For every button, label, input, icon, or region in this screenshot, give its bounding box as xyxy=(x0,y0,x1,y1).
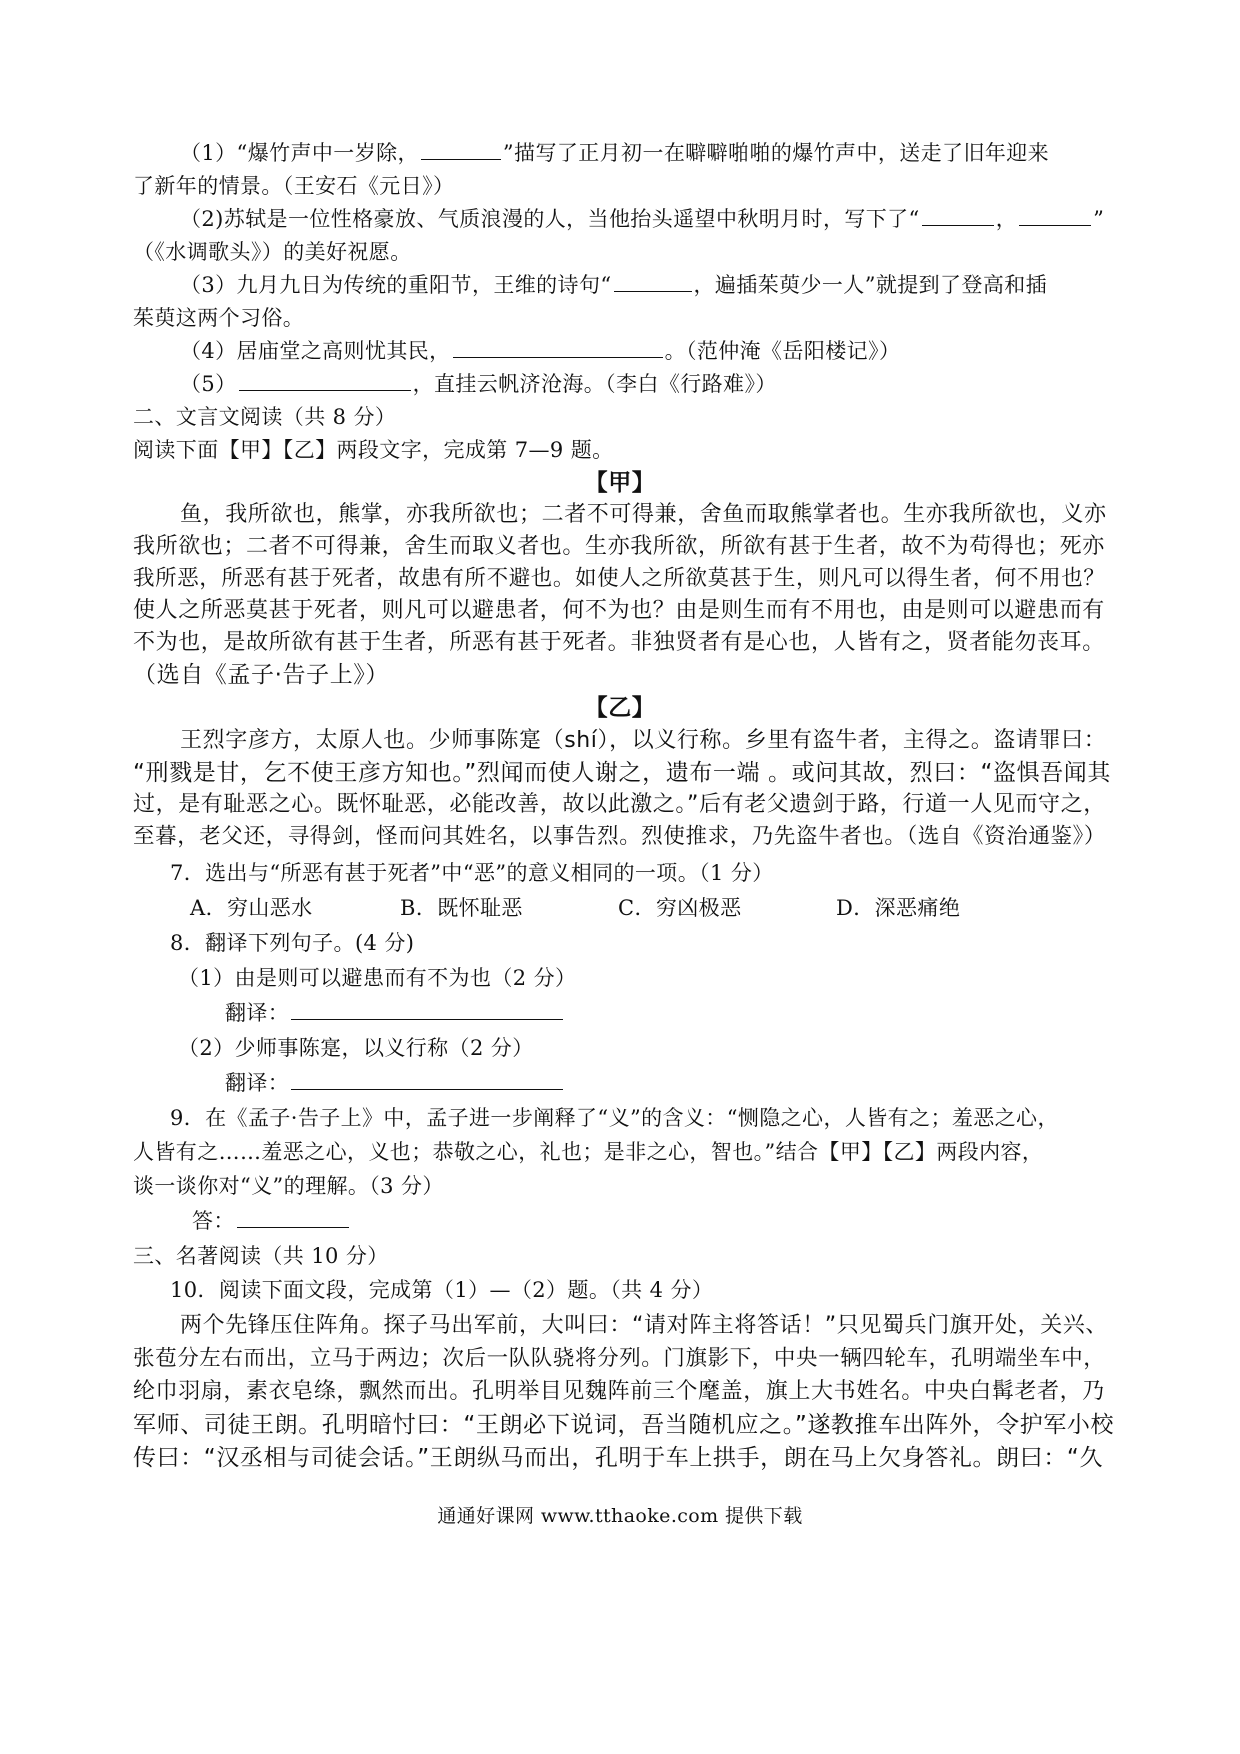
question-q2-line1 xyxy=(180,203,1104,235)
q8-2-translate xyxy=(225,1067,565,1099)
q9-answer-blank[interactable] xyxy=(237,1207,349,1228)
passage-q10-line: 两个先锋压住阵角。探子马出军前，大叫曰：“请对阵主将答话！”只见蜀兵门旗开处，关兴、 xyxy=(180,1313,1108,1338)
passage-jia-line: 不为也，是故所欲有甚于生者，所恶有甚于死者。非独贤者有是心也，人皆有之，贤者能勿丧耳。 xyxy=(133,630,1105,655)
question-q2-line2: （《水调歌头》）的美好祝愿。 xyxy=(133,240,412,264)
question-q3-line1 xyxy=(180,269,1047,301)
question-q5 xyxy=(180,368,777,400)
translate-label: 翻译： xyxy=(225,1001,290,1025)
question-q9-line: 9．在《孟子·告子上》中，孟子进一步阐释了“义”的含义：“恻隐之心，人皆有之；羞恶之心， xyxy=(170,1106,1059,1130)
passage-jia-line: 使人之所恶莫甚于死者，则凡可以避患者，何不为也？由是则生而有不用也，由是则可以避患而有 xyxy=(133,598,1105,623)
passage-jia-line: 鱼，我所欲也，熊掌，亦我所欲也；二者不可得兼，舍鱼而取熊掌者也。生亦我所欲也，义亦 xyxy=(180,502,1107,527)
q8-2-answer-blank[interactable] xyxy=(291,1069,563,1090)
passage-yi-line: 至暮，老父还，寻得剑，怪而问其姓名，以事告烈。烈使推求，乃先盗牛者也。（选自《资治通鉴》） xyxy=(133,824,1107,849)
q4-text-a: （4）居庙堂之高则忧其民， xyxy=(180,339,451,363)
q4-text-b: 。（范仲淹《岳阳楼记》） xyxy=(664,339,901,363)
passage-jia-line: 我所恶，所恶有甚于死者，故患有所不避也。如使人之所欲莫甚于生，则凡可以得生者，何不用也？ xyxy=(133,566,1106,591)
q7-option-b[interactable]: B．既怀耻恶 xyxy=(400,896,523,920)
question-q3-line2: 茱萸这两个习俗。 xyxy=(133,306,305,330)
passage-q10-line: 传曰：“汉丞相与司徒会话。”王朗纵马而出，孔明于车上拱手，朗在马上欠身答礼。朗曰：“久 xyxy=(133,1445,1104,1471)
q2-answer-blank-2[interactable] xyxy=(1019,205,1091,226)
passage-q10-line: 张苞分左右而出，立马于两边；次后一队队骁将分列。门旗影下，中央一辆四轮车，孔明端坐车中， xyxy=(133,1346,1106,1371)
q1-answer-blank[interactable] xyxy=(421,139,501,160)
q9-answer xyxy=(192,1205,351,1237)
page-footer: 通通好课网 www.tthaoke.com 提供下载 xyxy=(437,1505,803,1527)
passage-q10-line: 纶巾羽扇，素衣皂绦，飘然而出。孔明举目见魏阵前三个麾盖，旗上大书姓名。中央白髯老者，乃 xyxy=(133,1379,1105,1404)
q2-answer-blank-1[interactable] xyxy=(922,205,994,226)
q1-text-b: ”描写了正月初一在噼噼啪啪的爆竹声中，送走了旧年迎来 xyxy=(502,141,1050,165)
passage-yi-title: 【乙】 xyxy=(584,695,656,721)
question-q7: 7．选出与“所恶有甚于死者”中“恶”的意义相同的一项。（1 分） xyxy=(170,861,774,885)
q8-1-answer-blank[interactable] xyxy=(291,999,563,1020)
passage-q10-line: 军师、司徒王朗。孔明暗忖曰：“王朗必下说词，吾当随机应之。”遂教推车出阵外，令护军小校 xyxy=(133,1412,1115,1438)
q8-1-translate xyxy=(225,997,565,1029)
section3-heading: 三、名著阅读（共 10 分） xyxy=(133,1244,389,1268)
translate-label: 翻译： xyxy=(225,1071,290,1095)
passage-yi-line: 王烈字彦方，太原人也。少师事陈寔（shí），以义行称。乡里有盗牛者，主得之。盗请罪曰： xyxy=(180,728,1107,753)
q3-text-b: ，遍插茱萸少一人”就提到了登高和插 xyxy=(693,273,1048,297)
question-q8-2: （2）少师事陈寔，以义行称（2 分） xyxy=(178,1036,534,1060)
q7-option-d[interactable]: D．深恶痛绝 xyxy=(836,896,961,920)
q3-text-a: （3）九月九日为传统的重阳节，王维的诗句“ xyxy=(180,273,612,297)
question-q8: 8．翻译下列句子。(4 分) xyxy=(170,931,415,955)
question-q4 xyxy=(180,335,900,367)
q7-option-a[interactable]: A．穷山恶水 xyxy=(190,896,313,920)
passage-yi-line: “刑戮是甘，乞不使王彦方知也。”烈闻而使人谢之，遗布一端 。或问其故，烈曰：“盗惧吾闻其 xyxy=(133,760,1111,786)
answer-label: 答： xyxy=(192,1209,235,1233)
question-q1-line1 xyxy=(180,137,1049,169)
q4-answer-blank[interactable] xyxy=(453,337,663,358)
q3-answer-blank[interactable] xyxy=(614,271,692,292)
q5-text-b: ，直挂云帆济沧海。（李白《行路难》） xyxy=(412,372,777,396)
passage-jia-line: 我所欲也；二者不可得兼，舍生而取义者也。生亦我所欲，所欲有甚于生者，故不为苟得也；死亦 xyxy=(133,534,1105,559)
passage-jia-source: （选自《孟子·告子上》） xyxy=(133,662,390,688)
passage-yi-line: 过，是有耻恶之心。既怀耻恶，必能改善，故以此激之。”后有老父遗剑于路，行道一人见而守之， xyxy=(133,792,1106,817)
section2-intro: 阅读下面【甲】【乙】两段文字，完成第 7—9 题。 xyxy=(133,438,614,462)
q2-close-quote: ” xyxy=(1093,207,1105,231)
q5-text-a: （5） xyxy=(180,372,237,396)
question-q1-line2: 了新年的情景。（王安石《元日》） xyxy=(133,174,455,198)
q2-text-a: （2)苏轼是一位性格豪放、气质浪漫的人，当他抬头遥望中秋明月时，写下了“ xyxy=(180,207,920,231)
passage-jia-title: 【甲】 xyxy=(584,470,656,496)
q2-separator: ， xyxy=(995,207,1018,231)
question-q9-line: 人皆有之……羞恶之心，义也；恭敬之心，礼也；是非之心，智也。”结合【甲】【乙】两段内容， xyxy=(133,1140,1044,1164)
question-q10: 10．阅读下面文段，完成第（1）—（2）题。（共 4 分） xyxy=(170,1278,714,1302)
question-q8-1: （1）由是则可以避患而有不为也（2 分） xyxy=(178,966,577,990)
q5-answer-blank[interactable] xyxy=(239,370,411,391)
q7-option-c[interactable]: C．穷凶极恶 xyxy=(618,896,742,920)
q1-text-a: （1）“爆竹声中一岁除， xyxy=(180,141,419,165)
section2-heading: 二、文言文阅读（共 8 分） xyxy=(133,405,397,429)
question-q9-line: 谈一谈你对“义”的理解。（3 分） xyxy=(133,1174,444,1198)
